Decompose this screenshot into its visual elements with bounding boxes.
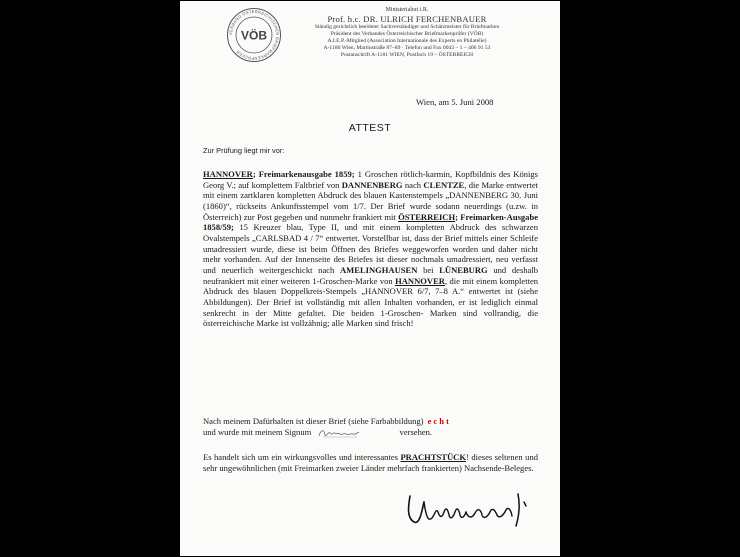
place-dannenberg: DANNENBERG <box>341 179 403 190</box>
letterhead <box>276 7 538 60</box>
place-lueneburg: LÜNEBURG <box>439 264 488 275</box>
place-amelinghausen: AMELINGHAUSEN <box>340 264 418 275</box>
issue-hannover: ; Freimarkenausgabe 1859; <box>252 169 355 179</box>
body-text-segment: 1 Groschen rötlich-karmin, Kopfbildnis des Königs Georg V.; auf komplettem Faltbrief von <box>203 169 538 190</box>
document-date: Wien, am 5. Juni 2008 <box>416 97 494 107</box>
document-heading: ATTEST <box>348 122 392 134</box>
verdict-text: und wurde mit meinem Signum <box>203 426 312 437</box>
voeb-seal-logo <box>226 7 282 63</box>
verdict-text: versehen. <box>399 426 433 437</box>
prachtstueck-label: PRACHTSTÜCK <box>400 452 466 462</box>
intro-line: Zur Prüfung liegt mir vor: <box>203 146 285 155</box>
verdict-paragraph <box>203 416 538 439</box>
body-text-segment: , die mit einem kompletten Abdruck des blauen Doppelkreis-Stempels „HANNOVER 6/7, 7–8 A.“ entwertet ist (siehe Abbildungen). Der Brief ist vollständig mit allen Inhalten vorhanden, er ist lediglich einmal senkrecht in der Mitte gefaltet. Die beiden 1-Groschen- Marken sind vollrandig, die österreichische Marke ist vollzähnig; alle Marken sind frisch! <box>203 275 539 329</box>
verdict-text: Nach meinem Dafürhalten ist dieser Brief (siehe Farbabbildung) <box>203 416 424 426</box>
letterhead-line: A-1180 Wien, Martinstraße 87–89 · Telefon und Fax 0043 – 1 – 406 91 53 <box>323 45 491 52</box>
letterhead-line: Präsident des Verbandes Österreichischer Briefmarkenprüfer (VÖB) <box>330 31 484 38</box>
small-signature <box>317 427 363 439</box>
country-hannover-2: HANNOVER <box>395 275 445 286</box>
place-clentze: CLENTZE <box>423 179 465 190</box>
country-oesterreich: ÖSTERREICH <box>398 211 456 222</box>
closing-paragraph <box>203 452 538 473</box>
letterhead-line: Ständig gerichtlich beeideter Sachverständiger und Schätzmeister für Briefmarken <box>314 24 500 31</box>
body-text-segment: , die Marke entwertet mit einem zartklaren kompletten Abdruck des blauen Kastenstempels „DANNENBERG 30. Juni (1860)“, rückseits Ankunftsstempel vom 1/7. Der Brief wurde sodann neuerdings (u.zw. in Österreich) zur Post gegeben und nunmehr frankiert mit <box>203 179 538 222</box>
body-text-segment: bei <box>417 264 440 275</box>
body-text-segment: und deshalb neufrankiert mit einer weiteren 1-Groschen-Marke von <box>203 264 538 286</box>
letterhead-line: Postanschrift A-1181 WIEN, Postfach 19 – ÖSTERREICH <box>340 52 474 59</box>
body-text-segment: 15 Kreuzer blau, Type II, und mit einem kompletten Abdruck des schwarzen Ovalstempels „CARLSBAD 4 / 7“ entwertet. Vorstellbar ist, dass der Brief mittels einer Schleife umadressiert wurde, diese ist beim Öffnen des Briefes weggeworfen worden und daher nicht mehr vorhanden. Auf der Innenseite des Briefes ist dieser nochmals umadressiert, neu verfasst und neuerlich weitergeschickt nach <box>203 222 538 275</box>
letterhead-name: Prof. h.c. DR. ULRICH FERCHENBAUER <box>327 14 487 25</box>
expert-signature <box>402 488 536 530</box>
echt-label: echt <box>427 416 451 426</box>
seal-text: VÖB <box>240 28 268 43</box>
seal-ring-text: VERBAND ÖSTERREICHISCHER BRIEFMARKENPRÜFER <box>227 8 281 62</box>
letterhead-line: A.I.E.P.-Mitglied (Association Internationale des Experts en Philatélie) <box>327 38 487 45</box>
body-text-segment: nach <box>402 179 424 190</box>
closing-text: Es handelt sich um ein wirkungsvolles und interessantes <box>203 452 401 462</box>
country-hannover: HANNOVER <box>203 169 253 179</box>
certificate-page <box>180 1 560 556</box>
attest-body <box>203 169 538 329</box>
letterhead-title: Ministerialrat i.R. <box>385 7 429 13</box>
closing-text: ! dieses seltenen und sehr ungewöhnlichen (mit Freimarken zweier Länder mehrfach frankierten) Nachsende-Beleges. <box>203 452 538 473</box>
issue-oesterreich: ; Freimarken-Ausgabe 1858/59; <box>203 211 538 233</box>
